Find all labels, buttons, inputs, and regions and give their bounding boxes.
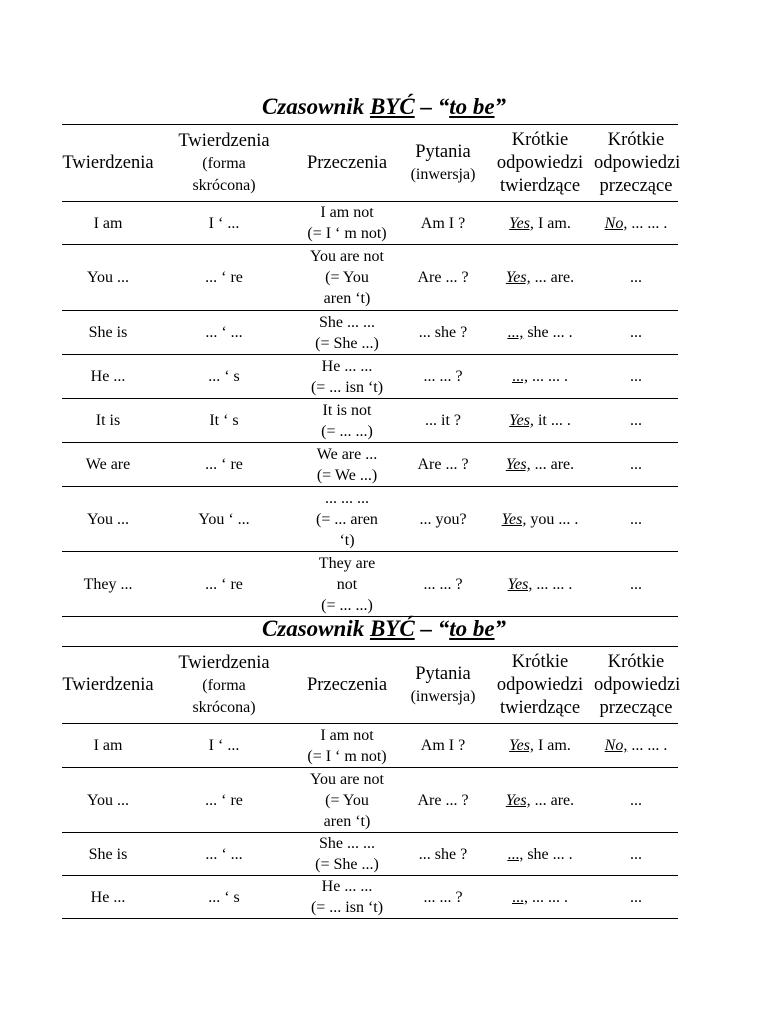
question-cell: ... it ? [400,399,486,443]
yes-word: ..., [507,845,524,863]
short-no-cell: ... [594,768,678,833]
negative-line: ... ... ... [325,489,369,507]
affirmative-cell: I am [62,202,154,245]
short-no-cell: ... [594,311,678,355]
answer-text: you ... . [526,510,579,528]
title-english-verb: to be [449,94,495,119]
negative-line: (= We ...) [316,466,378,484]
short-yes-cell [486,202,594,245]
table-row [62,833,678,876]
yes-word: Yes, [509,737,534,754]
answer-text: ... are. [530,456,575,473]
header-label: Twierdzenia [62,674,154,695]
negative-cell [294,876,400,919]
header-affirmative [62,125,154,202]
short-yes-cell [486,876,594,919]
answer-text: I am. [533,214,571,232]
negative-line: He ... ... [321,357,373,375]
title-text: ” [494,616,507,641]
negative-line: (= I ‘ m not) [307,747,387,765]
affirmative-cell: He ... [62,355,154,399]
affirmative-cell: You ... [62,487,154,552]
table-row [62,724,678,768]
short-yes-cell [486,311,594,355]
table-row [62,245,678,311]
short-form-cell: ... ‘ re [154,552,294,617]
question-cell: ... she ? [400,833,486,876]
negative-line: (= She ...) [315,856,379,873]
header-label: odpowiedzi [594,152,681,173]
header-row [62,647,678,724]
header-label: przeczące [599,697,673,718]
short-yes-cell [486,552,594,617]
negative-cell [294,202,400,245]
short-no-cell: ... [594,399,678,443]
header-label: Krótkie [511,129,569,150]
short-no-cell: ... [594,876,678,919]
header-label: odpowiedzi [496,152,584,173]
short-yes-cell [486,724,594,768]
negative-line: You are not [310,770,384,788]
negative-line: not [336,575,358,593]
header-label: Krótkie [607,651,665,672]
yes-word: Yes, [505,269,531,286]
short-yes-cell [486,487,594,552]
affirmative-cell: I am [62,724,154,768]
negative-cell [294,245,400,311]
short-yes-cell [486,443,594,487]
no-word: No, [604,214,628,232]
header-row [62,125,678,202]
header-negative [294,647,400,724]
short-yes-cell [486,833,594,876]
title-text: Czasownik [261,94,370,119]
header-short-yes [486,647,594,724]
header-sublabel: (inwersja) [410,165,476,183]
affirmative-cell: We are [62,443,154,487]
negative-line: (= ... ...) [321,422,373,440]
short-no-cell: ... [594,355,678,399]
header-questions [400,647,486,724]
table-row [62,311,678,355]
negative-line: I am not [320,204,374,221]
negative-cell [294,399,400,443]
conjugation-table [62,124,681,617]
negative-cell [294,552,400,617]
short-form-cell: ... ‘ re [154,768,294,833]
header-short-form [154,647,294,724]
short-form-cell: ... ‘ re [154,245,294,311]
negative-line: ‘t) [339,531,355,549]
answer-text: ... ... . [627,214,668,232]
header-label: Twierdzenia [62,152,154,173]
short-form-cell: ... ‘ re [154,443,294,487]
negative-line: (= ... aren [316,510,378,528]
short-form-cell: I ‘ ... [154,202,294,245]
answer-text: ... ... . [528,368,568,385]
short-yes-cell [486,399,594,443]
title-text: Czasownik [261,616,370,641]
table-row [62,443,678,487]
negative-line: He ... ... [321,878,373,895]
question-cell: Are ... ? [400,245,486,311]
negative-line: (= ... ...) [321,596,373,614]
answer-text: it ... . [533,412,571,429]
answer-text: ... ... . [627,737,668,754]
header-affirmative [62,647,154,724]
negative-line: aren ‘t) [323,812,371,830]
header-sublabel: (inwersja) [410,687,476,705]
short-form-cell: ... ‘ s [154,876,294,919]
header-short-form [154,125,294,202]
negative-cell [294,833,400,876]
question-cell: ... you? [400,487,486,552]
header-short-yes [486,125,594,202]
affirmative-cell: You ... [62,768,154,833]
question-cell: Am I ? [400,724,486,768]
answer-text: she ... . [523,845,573,863]
short-form-cell: It ‘ s [154,399,294,443]
question-cell: ... ... ? [400,876,486,919]
short-no-cell: ... [594,487,678,552]
table-row [62,399,678,443]
short-form-cell: ... ‘ s [154,355,294,399]
no-word: No, [604,737,628,754]
answer-text: ... are. [530,791,575,809]
answer-text: ... ... . [528,888,568,906]
negative-line: She ... ... [319,313,375,331]
short-no-cell: ... [594,552,678,617]
affirmative-cell: She is [62,833,154,876]
negative-line: (= You [325,791,369,809]
short-form-cell: ... ‘ ... [154,833,294,876]
yes-word: Yes, [509,412,534,429]
negative-line: (= I ‘ m not) [307,225,387,242]
header-negative [294,125,400,202]
affirmative-cell: It is [62,399,154,443]
affirmative-cell: She is [62,311,154,355]
answer-text: ... ... . [532,575,573,593]
header-label: Krótkie [511,651,569,672]
table-row [62,876,678,919]
title-verb: BYĆ [369,94,415,119]
yes-word: ..., [512,888,528,906]
yes-word: Yes, [507,575,533,593]
short-form-cell: You ‘ ... [154,487,294,552]
affirmative-cell: They ... [62,552,154,617]
negative-line: It is not [322,401,372,419]
question-cell: ... she ? [400,311,486,355]
header-label: Pytania [415,663,471,684]
table-row [62,202,678,245]
short-yes-cell [486,245,594,311]
header-sublabel: (forma [202,676,246,694]
header-label: Twierdzenia [178,130,270,151]
table-row [62,768,678,833]
affirmative-cell: He ... [62,876,154,919]
header-label: Pytania [415,141,471,162]
negative-line: (= ... isn ‘t) [310,378,384,396]
negative-cell [294,768,400,833]
negative-cell [294,311,400,355]
question-cell: Am I ? [400,202,486,245]
title-text: – “ [414,94,450,119]
yes-word: Yes, [505,791,531,809]
header-label: twierdzące [499,175,581,196]
short-no-cell: ... [594,833,678,876]
negative-line: (= ... isn ‘t) [310,899,384,916]
short-yes-cell [486,768,594,833]
answer-text: she ... . [523,324,573,341]
negative-line: I am not [320,726,374,744]
header-label: odpowiedzi [594,674,681,695]
title-english-verb: to be [449,616,495,641]
affirmative-cell: You ... [62,245,154,311]
negative-cell [294,487,400,552]
negative-line: aren ‘t) [323,290,371,307]
title-text: – “ [414,616,450,641]
negative-line: We are ... [316,445,378,463]
header-label: Przeczenia [306,152,388,173]
question-cell: Are ... ? [400,443,486,487]
table-row [62,355,678,399]
yes-word: Yes, [505,456,531,473]
question-cell: ... ... ? [400,552,486,617]
header-short-no [594,125,681,202]
question-cell: Are ... ? [400,768,486,833]
answer-text: ... are. [530,269,575,286]
yes-word: Yes, [509,214,534,232]
header-label: przeczące [599,175,673,196]
header-label: Krótkie [607,129,665,150]
title-text: ” [494,94,507,119]
yes-word: ..., [507,324,524,341]
short-no-cell [594,202,678,245]
negative-cell [294,355,400,399]
short-no-cell [594,724,678,768]
header-sublabel: skrócona) [192,176,256,194]
yes-word: Yes, [501,510,527,528]
title-verb: BYĆ [369,616,415,641]
negative-line: (= She ...) [315,334,379,352]
header-label: twierdzące [499,697,581,718]
yes-word: ..., [512,368,528,385]
negative-line: (= You [325,269,369,286]
negative-line: They are [318,554,376,572]
header-sublabel: skrócona) [192,698,256,716]
negative-line: You are not [310,248,384,265]
header-sublabel: (forma [202,154,246,172]
negative-cell [294,724,400,768]
header-label: Twierdzenia [178,652,270,673]
short-no-cell: ... [594,245,678,311]
short-form-cell: ... ‘ ... [154,311,294,355]
answer-text: I am. [533,737,571,754]
short-form-cell: I ‘ ... [154,724,294,768]
table-row [62,487,678,552]
header-label: Przeczenia [306,674,388,695]
short-no-cell: ... [594,443,678,487]
worksheet-title [0,616,768,642]
conjugation-table [62,646,681,919]
worksheet-title [0,94,768,120]
header-short-no [594,647,681,724]
question-cell: ... ... ? [400,355,486,399]
negative-line: She ... ... [319,835,375,852]
short-yes-cell [486,355,594,399]
header-label: odpowiedzi [496,674,584,695]
header-questions [400,125,486,202]
negative-cell [294,443,400,487]
table-row [62,552,678,617]
